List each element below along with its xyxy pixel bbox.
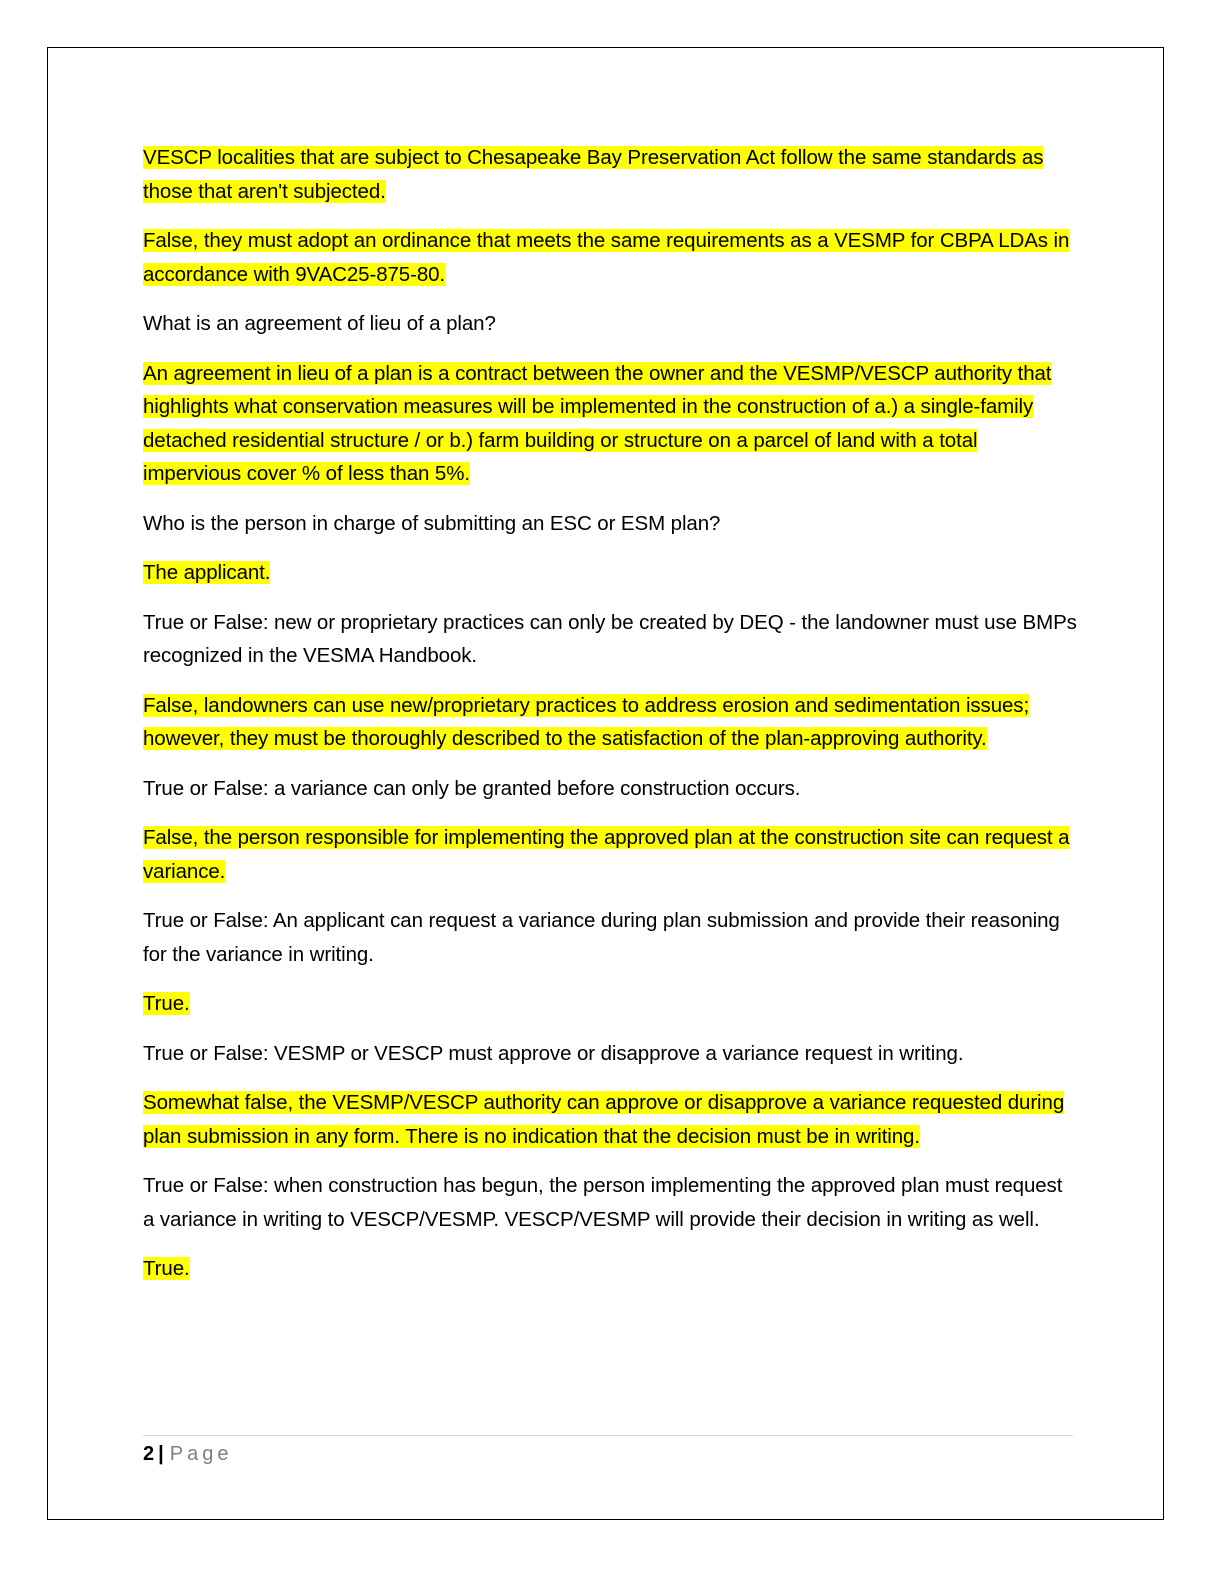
paragraph-text: True or False: when construction has begun, the person implementing the approved plan must request a variance in writing to VESCP/VESMP. VESCP/VESMP will provide their decision in writing as well. <box>143 1174 1063 1231</box>
paragraph-3 <box>143 307 1078 341</box>
footer-separator: | <box>158 1443 164 1465</box>
page-label: Page <box>169 1443 233 1465</box>
paragraph-text: True. <box>143 992 190 1015</box>
paragraph-2 <box>143 224 1078 291</box>
paragraph-text: An agreement in lieu of a plan is a contract between the owner and the VESMP/VESCP authority that highlights what conservation measures will be implemented in the construction of a.) a single-family detached residential structure / or b.) farm building or structure on a parcel of land with a total impervious cover % of less than 5%. <box>143 361 1052 485</box>
paragraph-5 <box>143 507 1078 541</box>
paragraph-14 <box>143 1086 1078 1153</box>
page-number: 2 <box>143 1443 155 1465</box>
paragraph-text: True. <box>143 1257 190 1280</box>
paragraph-text: VESCP localities that are subject to Chesapeake Bay Preservation Act follow the same standards as those that aren't subjected. <box>143 146 1044 203</box>
paragraph-1 <box>143 141 1078 208</box>
paragraph-16 <box>143 1252 1078 1286</box>
paragraph-4 <box>143 357 1078 491</box>
document-body <box>143 141 1078 1302</box>
paragraph-text: What is an agreement of lieu of a plan? <box>143 312 496 335</box>
paragraph-text: False, they must adopt an ordinance that meets the same requirements as a VESMP for CBPA LDAs in accordance with 9VAC25-875-80. <box>143 229 1070 286</box>
paragraph-text: True or False: An applicant can request a variance during plan submission and provide their reasoning for the variance in writing. <box>143 909 1060 966</box>
paragraph-text: True or False: VESMP or VESCP must approve or disapprove a variance request in writing. <box>143 1041 964 1065</box>
paragraph-12 <box>143 987 1078 1021</box>
paragraph-text: Somewhat false, the VESMP/VESCP authority can approve or disapprove a variance requested during plan submission in any form. There is no indication that the decision must be in writing. <box>143 1091 1065 1148</box>
paragraph-11 <box>143 904 1078 971</box>
paragraph-10 <box>143 821 1078 888</box>
paragraph-6 <box>143 556 1078 590</box>
paragraph-13 <box>143 1037 1078 1071</box>
paragraph-text: The applicant. <box>143 561 271 584</box>
paragraph-text: Who is the person in charge of submitting an ESC or ESM plan? <box>143 511 721 535</box>
paragraph-8 <box>143 689 1078 756</box>
paragraph-15 <box>143 1169 1078 1236</box>
footer-divider <box>143 1435 1073 1436</box>
paragraph-text: False, the person responsible for implementing the approved plan at the construction site can request a variance. <box>143 826 1070 883</box>
paragraph-text: True or False: new or proprietary practices can only be created by DEQ - the landowner must use BMPs recognized in the VESMA Handbook. <box>143 610 1077 667</box>
paragraph-7 <box>143 606 1078 673</box>
paragraph-text: True or False: a variance can only be granted before construction occurs. <box>143 776 801 800</box>
paragraph-9 <box>143 772 1078 806</box>
page-footer <box>143 1438 232 1470</box>
paragraph-text: False, landowners can use new/proprietary practices to address erosion and sedimentation issues; however, they must be thoroughly described to the satisfaction of the plan-approving authority. <box>143 693 1030 750</box>
